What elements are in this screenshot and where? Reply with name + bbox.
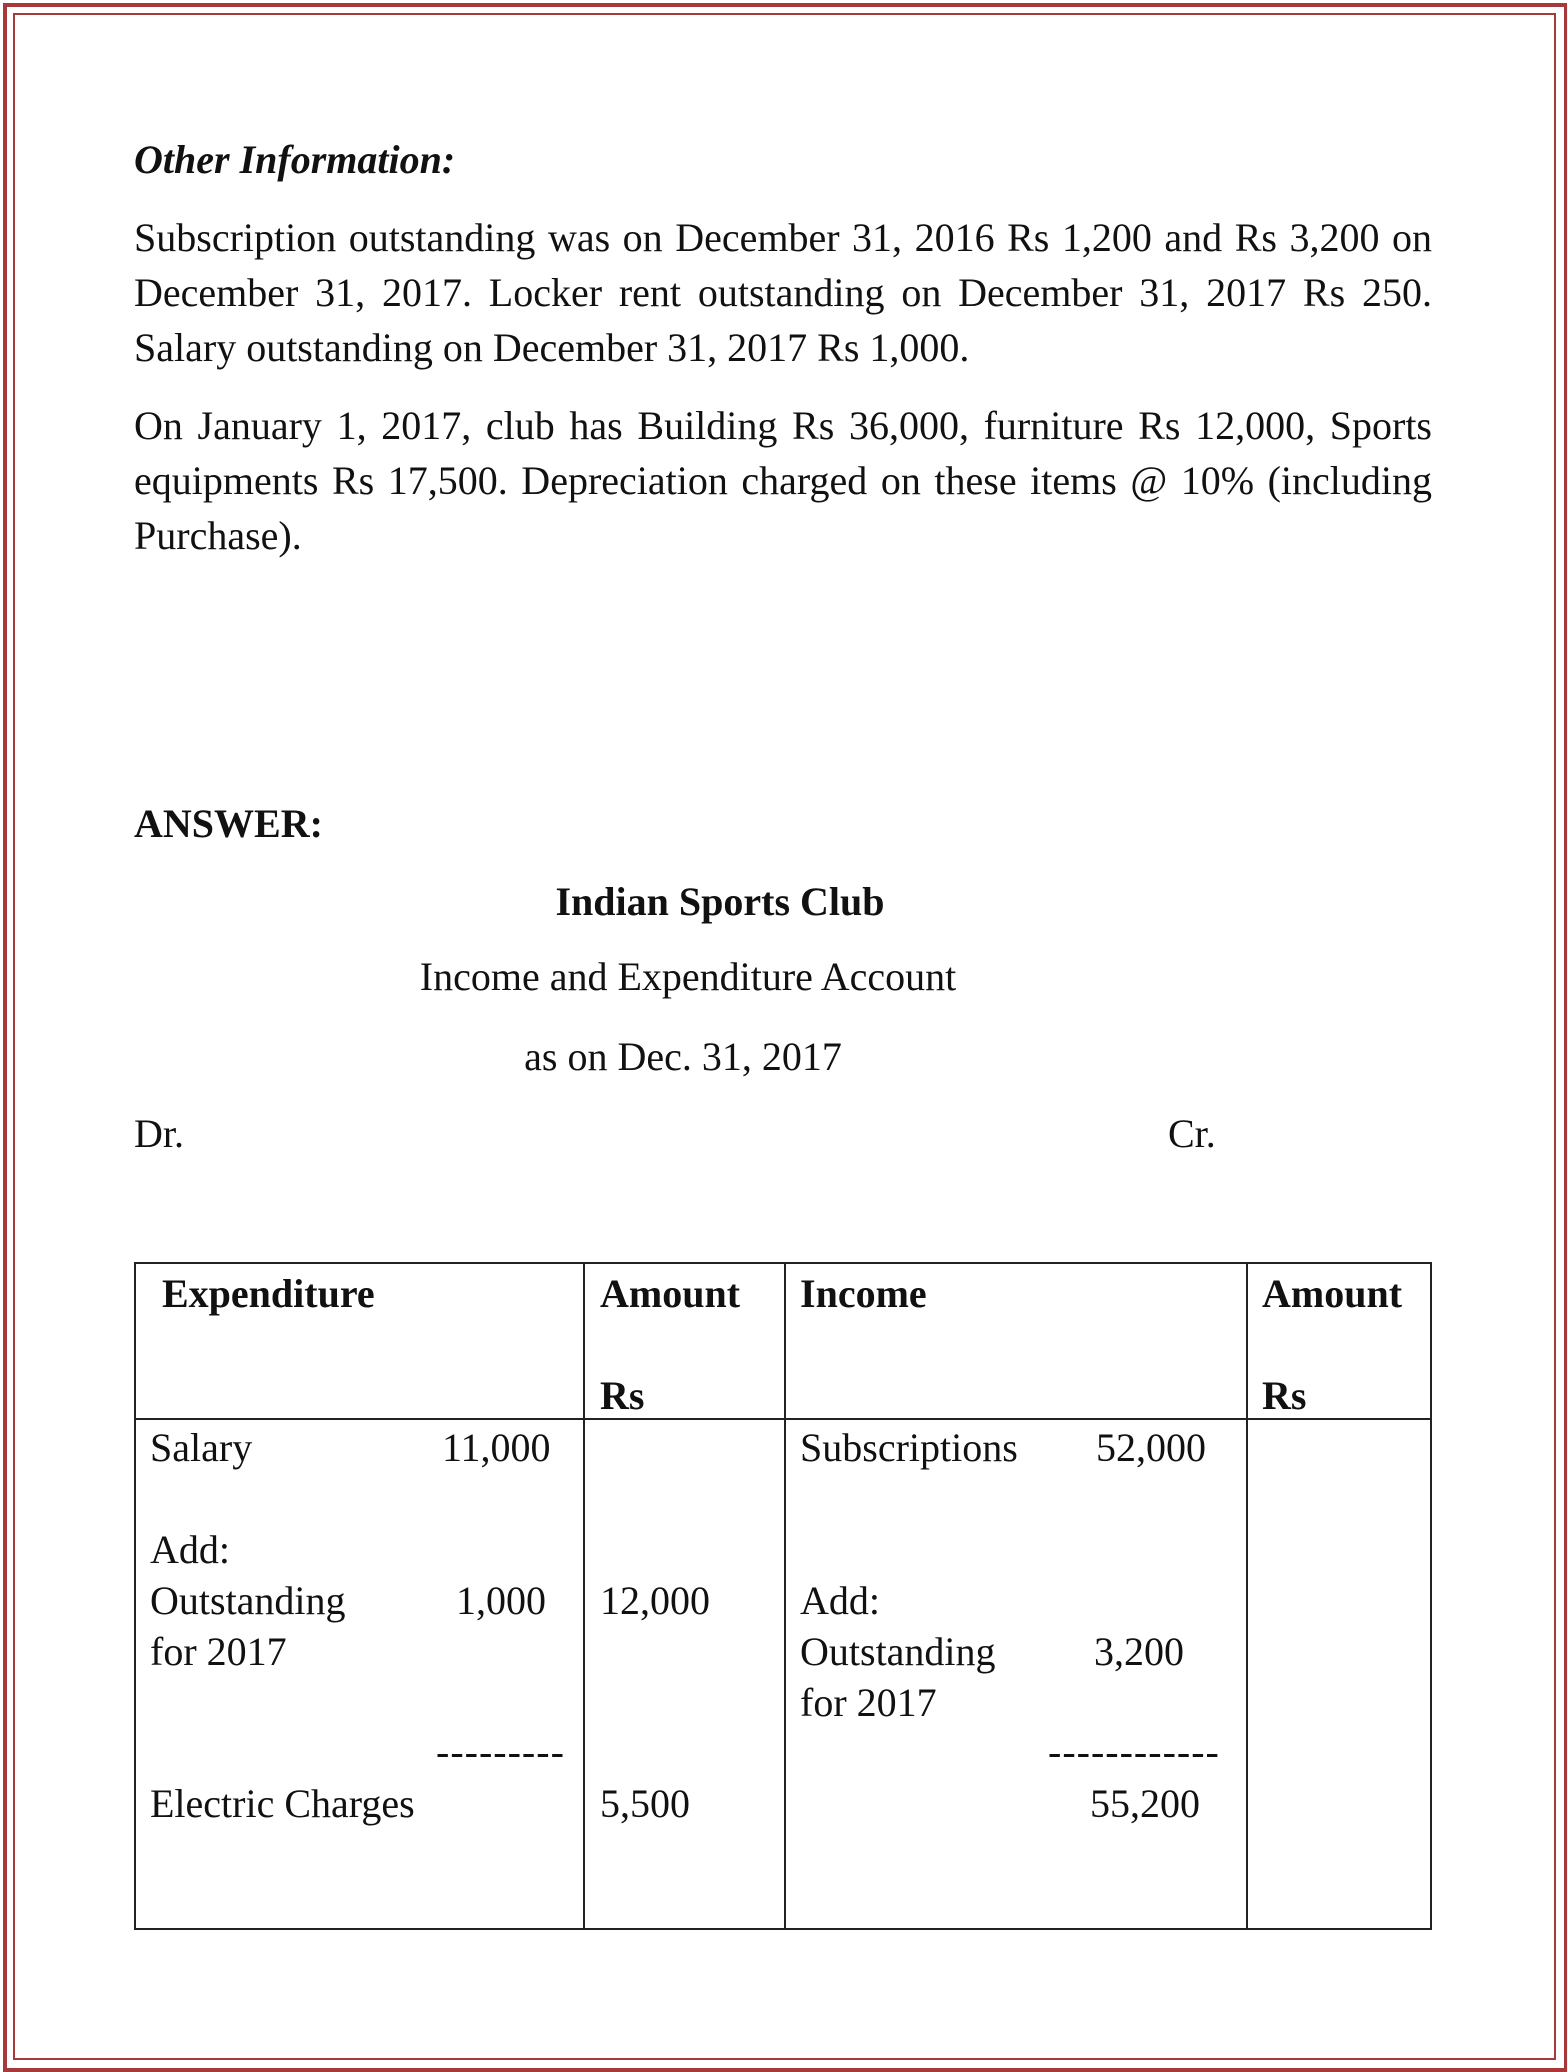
subscriptions-outstanding-year: for 2017 (800, 1680, 937, 1725)
subscriptions-dash-line: ------------ (1048, 1729, 1220, 1774)
account-date: as on Dec. 31, 2017 (524, 1034, 842, 1079)
subscriptions-value: 52,000 (1096, 1425, 1206, 1470)
salary-outstanding-year: for 2017 (150, 1629, 287, 1674)
electric-charges-label: Electric Charges (150, 1781, 415, 1826)
subscriptions-outstanding-label: Outstanding (800, 1629, 996, 1674)
subscriptions-outstanding-value: 3,200 (1094, 1629, 1184, 1674)
header-rs-right: Rs (1262, 1373, 1307, 1418)
answer-heading: ANSWER: (134, 801, 323, 846)
header-amount-right: Amount (1262, 1271, 1403, 1316)
table-column-divider (784, 1264, 786, 1928)
subscriptions-label: Subscriptions (800, 1425, 1018, 1470)
salary-label: Salary (150, 1425, 253, 1470)
other-information-heading: Other Information: (134, 137, 456, 182)
salary-value: 11,000 (442, 1425, 551, 1470)
salary-dash-line: --------- (436, 1729, 565, 1774)
header-expenditure: Expenditure (162, 1271, 375, 1316)
salary-add-label: Add: (150, 1527, 230, 1572)
club-name: Indian Sports Club (555, 879, 885, 924)
credit-label: Cr. (1168, 1111, 1216, 1156)
other-information-paragraph-1: Subscription outstanding was on December 31, 2016 Rs 1,200 and Rs 3,200 on December 31, 2017. Locker rent outstanding on December 31, 2017 Rs 250. Salary outstanding on December 31, 2017 Rs 1,000. (134, 215, 1432, 370)
other-information-paragraph-2: On January 1, 2017, club has Building Rs 36,000, furniture Rs 12,000, Sports equipments Rs 17,500. Depreciation charged on these items @ 10% (including Purchase). (134, 403, 1432, 558)
electric-charges-value: 5,500 (600, 1781, 690, 1826)
header-amount-left: Amount (600, 1271, 741, 1316)
table-column-divider (1246, 1264, 1248, 1928)
header-rs-left: Rs (600, 1373, 645, 1418)
subscriptions-total: 55,200 (1090, 1781, 1200, 1826)
table-header-divider (136, 1418, 1430, 1420)
account-title: Income and Expenditure Account (419, 954, 957, 999)
header-income: Income (800, 1271, 927, 1316)
salary-outstanding-label: Outstanding (150, 1578, 346, 1623)
subscriptions-add-label: Add: (800, 1578, 880, 1623)
table-column-divider (583, 1264, 585, 1928)
income-expenditure-table (134, 1262, 1432, 1930)
salary-outstanding-value: 1,000 (456, 1578, 546, 1623)
salary-total: 12,000 (600, 1578, 710, 1623)
debit-label: Dr. (134, 1111, 184, 1156)
